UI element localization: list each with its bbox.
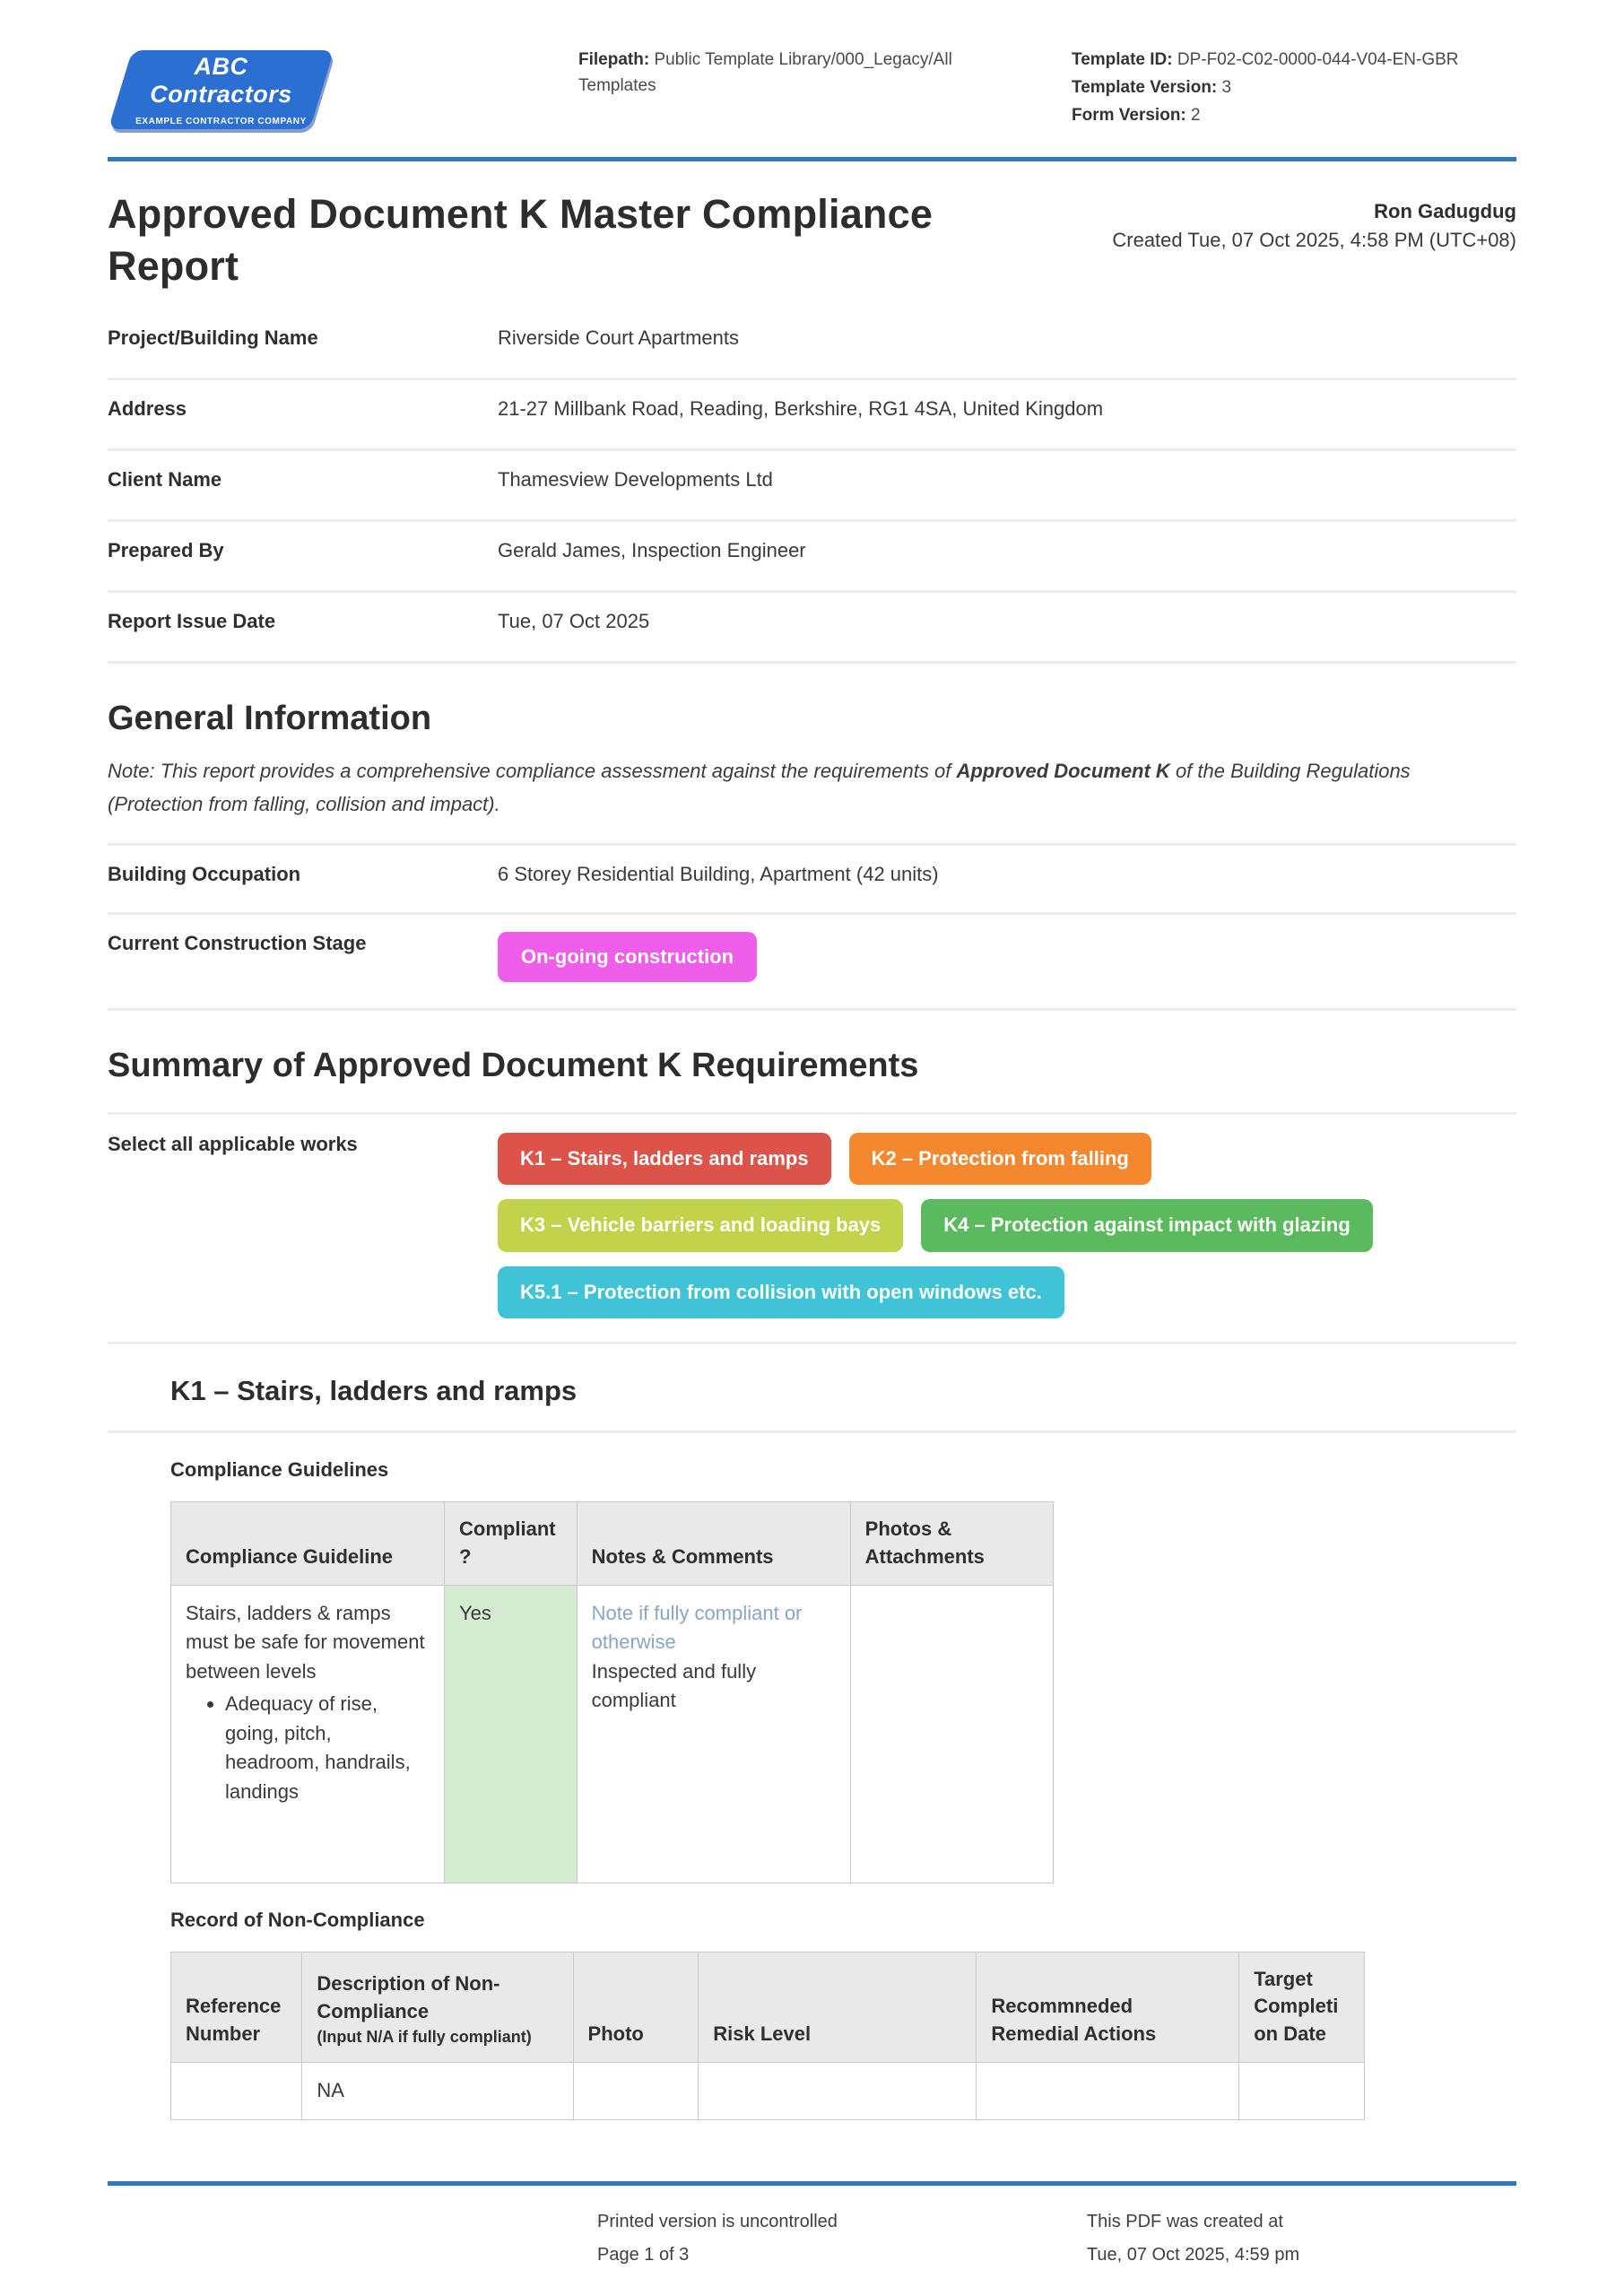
meta-row-client	[108, 451, 1516, 522]
record-non-compliance-table	[170, 1952, 1365, 2120]
table-row	[171, 1585, 1054, 1883]
meta-label: Client Name	[108, 468, 222, 491]
template-version-label: Template Version:	[1072, 77, 1218, 97]
building-occupation-value: 6 Storey Residential Building, Apartment (42 units)	[498, 862, 939, 885]
template-version-value: 3	[1221, 77, 1232, 97]
created-timestamp: Created Tue, 07 Oct 2025, 4:58 PM (UTC+08)	[1112, 228, 1516, 251]
footer-rule	[108, 2181, 1516, 2186]
col-photo: Photo	[573, 1952, 699, 2062]
report-meta	[108, 309, 1516, 664]
col-reference-number: Reference Number	[171, 1952, 302, 2062]
page-title: Approved Document K Master Compliance Report	[108, 190, 934, 289]
divider	[108, 1342, 1516, 1344]
col-description: Description of Non-Compliance (Input N/A if fully compliant)	[302, 1952, 573, 2062]
filepath	[578, 45, 991, 100]
template-info	[1072, 45, 1516, 130]
company-logo-title: ABC Contractors	[150, 53, 292, 108]
general-information-heading: General Information	[108, 700, 432, 738]
notes-cell	[577, 1585, 850, 1883]
footer-created-note: This PDF was created at	[1086, 2212, 1283, 2231]
notes-value: Inspected and fully compliant	[591, 1659, 757, 1712]
photos-cell	[850, 1585, 1053, 1883]
company-logo-shape	[109, 50, 334, 129]
footer-left	[597, 2205, 838, 2272]
general-information-note: Note: This report provides a comprehensive compliance assessment against the requirements of Approved Document K of the Building Regulations (Protection from falling, collision and impact).	[108, 760, 1411, 816]
meta-label: Project/Building Name	[108, 326, 318, 350]
created-block	[1112, 188, 1516, 291]
col-photos-attachments: Photos & Attachments	[850, 1502, 1053, 1586]
footer-uncontrolled-note: Printed version is uncontrolled	[597, 2212, 838, 2231]
footer-created-time: Tue, 07 Oct 2025, 4:59 pm	[1086, 2245, 1300, 2265]
construction-stage-badge: On-going construction	[498, 932, 757, 982]
meta-label: Address	[108, 397, 187, 421]
compliance-guidelines-table	[170, 1501, 1054, 1883]
record-non-compliance-label: Record of Non-Compliance	[170, 1908, 425, 1931]
summary-heading: Summary of Approved Document K Requirements	[108, 1046, 919, 1084]
template-version-row	[1072, 74, 1516, 102]
col-notes-comments: Notes & Comments	[577, 1502, 850, 1586]
work-badge-k3: K3 – Vehicle barriers and loading bays	[498, 1199, 903, 1251]
applicable-works-badges	[498, 1133, 1516, 1318]
guideline-bullet: • Adequacy of rise, going, pitch, headroom, handrails, landings	[225, 1690, 430, 1806]
k1-section-body	[170, 1458, 1516, 2120]
reference-number-cell	[171, 2063, 302, 2120]
compliant-cell: Yes	[445, 1585, 578, 1883]
meta-value: Tue, 07 Oct 2025	[498, 610, 650, 633]
meta-value: Riverside Court Apartments	[498, 326, 739, 350]
construction-stage-label: Current Construction Stage	[108, 931, 367, 954]
description-cell: NA	[302, 2063, 573, 2120]
compliance-guidelines-label: Compliance Guidelines	[170, 1458, 389, 1482]
footer-right	[1087, 2205, 1299, 2272]
meta-row-issue-date	[108, 593, 1516, 664]
meta-row-prepared-by	[108, 522, 1516, 593]
photo-cell	[573, 2063, 699, 2120]
work-badge-k4: K4 – Protection against impact with glazing	[921, 1199, 1373, 1251]
meta-value: Gerald James, Inspection Engineer	[498, 539, 806, 562]
building-occupation-label: Building Occupation	[108, 862, 301, 885]
col-compliant: Compliant ?	[445, 1502, 578, 1586]
col-risk-level: Risk Level	[699, 1952, 977, 2062]
form-version-value: 2	[1191, 105, 1201, 125]
form-version-row	[1072, 102, 1516, 130]
col-compliance-guideline: Compliance Guideline	[171, 1502, 445, 1586]
title-row	[108, 188, 1516, 291]
construction-stage-row	[108, 915, 1516, 1011]
footer-page-number: Page 1 of 3	[597, 2245, 690, 2265]
table-header-row	[171, 1502, 1054, 1586]
table-row	[171, 2063, 1365, 2120]
meta-value: 21-27 Millbank Road, Reading, Berkshire, RG1 4SA, United Kingdom	[498, 397, 1104, 421]
template-id-row	[1072, 47, 1516, 74]
applicable-works-label: Select all applicable works	[108, 1132, 358, 1155]
meta-row-project	[108, 309, 1516, 380]
target-date-cell	[1239, 2063, 1365, 2120]
col-remedial-actions: Recommneded Remedial Actions	[977, 1952, 1239, 2062]
template-id-value: DP-F02-C02-0000-044-V04-EN-GBR	[1177, 50, 1459, 69]
work-badge-k5: K5.1 – Protection from collision with open windows etc.	[498, 1266, 1064, 1318]
risk-level-cell	[699, 2063, 977, 2120]
table-header-row	[171, 1952, 1365, 2062]
company-logo	[108, 45, 332, 129]
notes-placeholder: Note if fully compliant or otherwise	[591, 1601, 803, 1654]
meta-label: Report Issue Date	[108, 610, 276, 633]
meta-label: Prepared By	[108, 539, 224, 562]
k1-heading: K1 – Stairs, ladders and ramps	[170, 1375, 578, 1407]
col-target-completion-date: Target Completion Date	[1239, 1952, 1365, 2062]
work-badge-k2: K2 – Protection from falling	[849, 1133, 1151, 1185]
building-occupation-row	[108, 846, 1516, 915]
author-name: Ron Gadugdug	[1374, 199, 1516, 222]
template-id-label: Template ID:	[1072, 50, 1173, 69]
company-logo-subtitle: EXAMPLE CONTRACTOR COMPANY	[135, 117, 307, 126]
filepath-label: Filepath:	[578, 50, 650, 69]
applicable-works-row	[108, 1115, 1516, 1342]
form-version-label: Form Version:	[1072, 105, 1186, 125]
meta-value: Thamesview Developments Ltd	[498, 468, 773, 491]
guideline-cell: Stairs, ladders & ramps must be safe for movement between levels • Adequacy of rise, going, pitch, headroom, handrails, landings	[171, 1585, 445, 1883]
work-badge-k1: K1 – Stairs, ladders and ramps	[498, 1133, 831, 1185]
divider	[108, 1431, 1516, 1433]
remedial-actions-cell	[977, 2063, 1239, 2120]
meta-row-address	[108, 380, 1516, 451]
page-header	[108, 45, 1516, 130]
general-information-rows	[108, 843, 1516, 1011]
header-rule	[108, 157, 1516, 161]
filepath-value: Public Template Library/000_Legacy/All Templates	[578, 50, 952, 96]
page-footer	[108, 2181, 1516, 2272]
